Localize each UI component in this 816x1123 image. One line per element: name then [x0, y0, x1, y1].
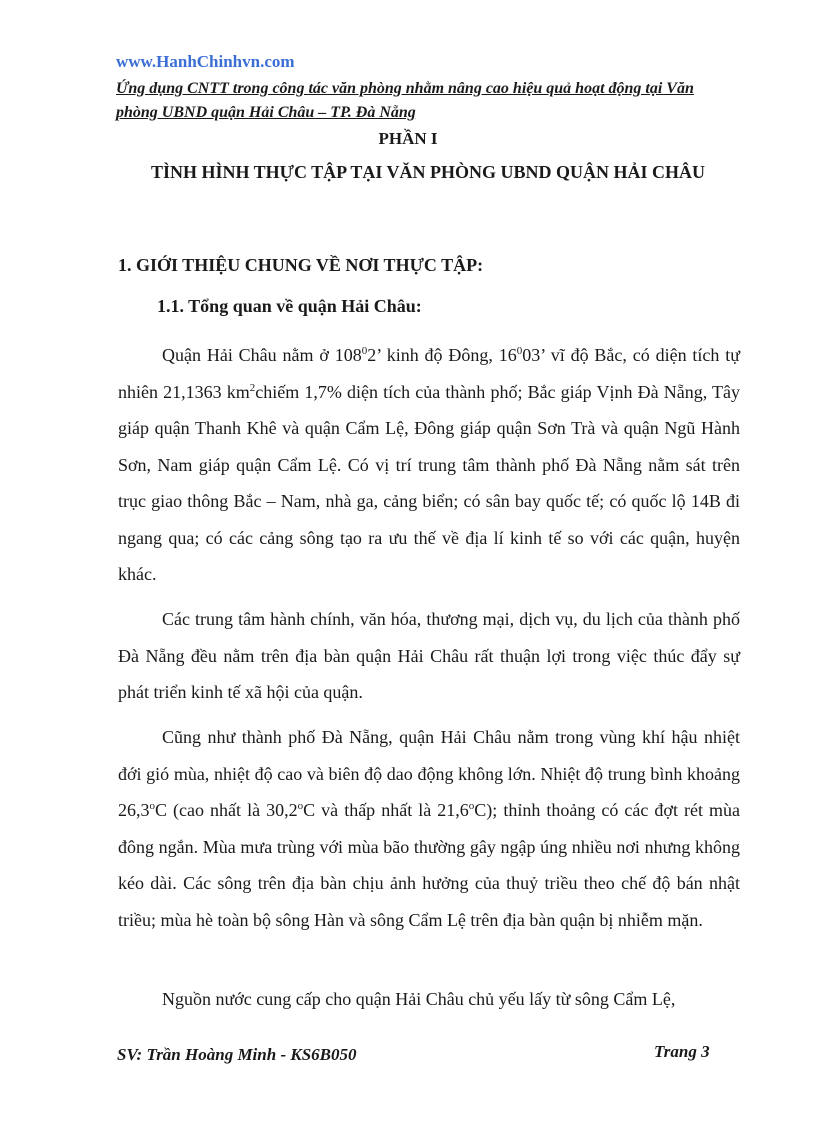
degree-superscript: 0 — [516, 345, 523, 357]
square-superscript: 2 — [249, 381, 256, 394]
degree-superscript: o — [297, 800, 304, 812]
subsection-heading: 1.1. Tổng quan về quận Hải Châu: — [157, 296, 422, 316]
footer-student: SV: Trần Hoàng Minh - KS6B050 — [117, 1045, 357, 1064]
paragraph-climate — [118, 719, 740, 938]
degree-superscript: o — [149, 800, 155, 812]
footer-page-number: Trang 3 — [654, 1042, 710, 1061]
part-label: PHẦN I — [378, 129, 438, 148]
degree-superscript: 0 — [361, 345, 368, 357]
paragraph-location — [118, 337, 740, 593]
paragraph-text: Quận Hải Châu nằm ở 108 — [162, 345, 362, 365]
paragraph-text: C); thỉnh thoảng có các đợt rét mùa đông ngắn. Mùa mưa trùng với mùa bão thường gây ngập úng nhiều nơi nhưng không kéo dài. Các sông trên địa bàn chịu ảnh hưởng của thuỷ triều theo chế độ bán nhật triều; mùa hè toàn bộ sông Hàn và sông Cẩm Lệ trên địa bàn quận bị nhiễm mặn. — [118, 800, 740, 930]
paragraph-text: 03’ vĩ độ Bắc, có diện tích tự nhiên 21,1363 km — [118, 345, 740, 402]
part-title: TÌNH HÌNH THỰC TẬP TẠI VĂN PHÒNG UBND QUẬN HẢI CHÂU — [150, 162, 706, 182]
paragraph-centers: Các trung tâm hành chính, văn hóa, thương mại, dịch vụ, du lịch của thành phố Đà Nẵng đều nằm trên địa bàn quận Hải Châu rất thuận lợi trong việc thúc đẩy sự phát triển kinh tế xã hội của quận. — [118, 609, 740, 702]
paragraph-text: Cũng như thành phố Đà Nẵng, quận Hải Châu nằm trong vùng khí hậu nhiệt đới gió mùa, nhiệt độ cao và biên độ dao động không lớn. Nhiệt độ trung bình khoảng 26,3 — [118, 727, 740, 820]
paragraph-text: 2’ kinh độ Đông, 16 — [367, 345, 517, 365]
paragraph-text: C (cao nhất là 30,2 — [155, 800, 298, 820]
section-heading: 1. GIỚI THIỆU CHUNG VỀ NƠI THỰC TẬP: — [118, 255, 484, 275]
paragraph-text: chiếm 1,7% diện tích của thành phố; Bắc giáp Vịnh Đà Nẵng, Tây giáp quận Thanh Khê và quận Cẩm Lệ, Đông giáp quận Sơn Trà và quận Ngũ Hành Sơn, Nam giáp quận Cẩm Lệ. Có vị trí trung tâm thành phố Đà Nẵng nằm sát trên trục giao thông Bắc – Nam, nhà ga, cảng biển; có sân bay quốc tế; có quốc lộ 14B đi ngang qua; có các cảng sông tạo ra ưu thế về địa lí kinh tế so với các quận, huyện khác. — [118, 381, 740, 584]
paragraph-water-source: Nguồn nước cung cấp cho quận Hải Châu chủ yếu lấy từ sông Cẩm Lệ, — [162, 989, 676, 1009]
site-url-link[interactable]: www.HanhChinhvn.com — [116, 52, 295, 71]
document-running-title: Ứng dụng CNTT trong công tác văn phòng nhằm nâng cao hiệu quả hoạt động tại Văn phòng UBND quận Hải Châu – TP. Đà Nẵng — [116, 80, 694, 121]
paragraph-text: C và thấp nhất là 21,6 — [303, 800, 469, 820]
degree-superscript: o — [468, 800, 475, 812]
